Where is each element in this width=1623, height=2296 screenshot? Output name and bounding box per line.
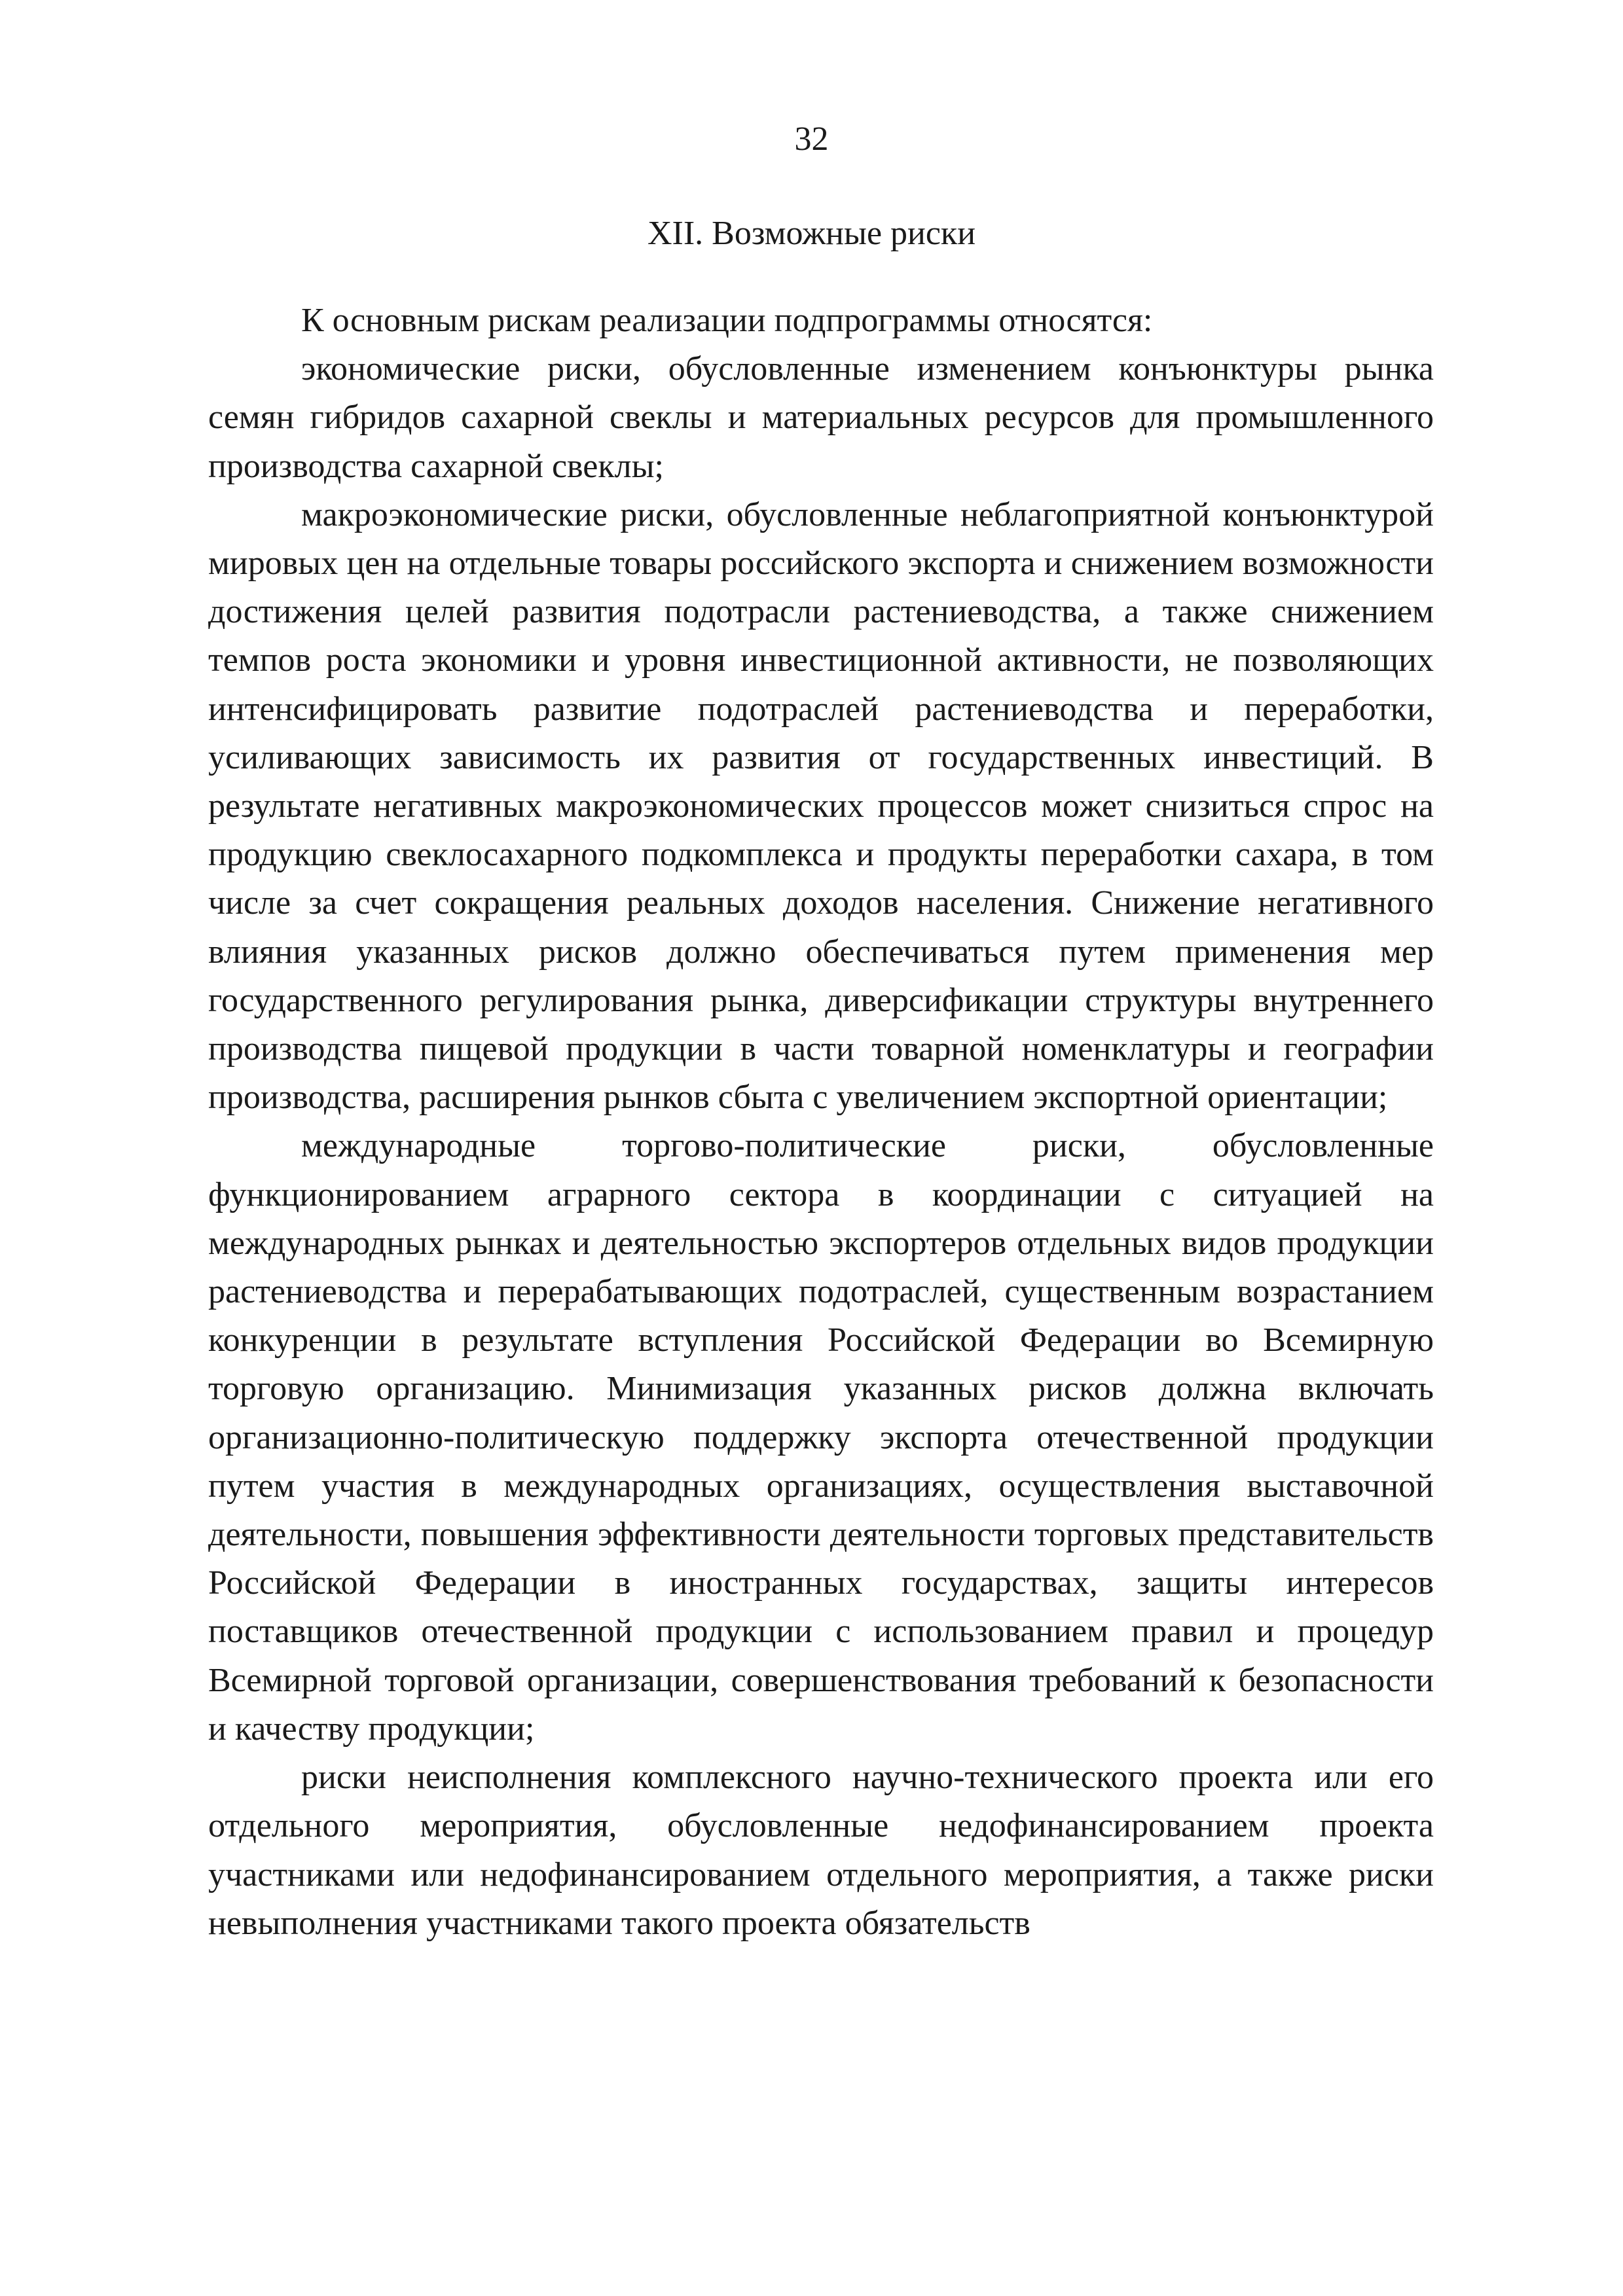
paragraph-intro: К основным рискам реализации подпрограммы относятся: — [301, 302, 1153, 339]
paragraph-project-risks: риски неисполнения комплексного научно-технического проекта или его отдельного мероприятия, обусловленные недофинансированием проекта участниками или недофинансированием отдельного мероприятия, а также риски невыполнения участниками такого проекта обязательств — [208, 1759, 1434, 1942]
paragraph-macroeconomic-risks: макроэкономические риски, обусловленные неблагоприятной конъюнктурой мировых цен на отдельные товары российского экспорта и снижением возможности достижения целей развития подотрасли растениеводства, а также снижением темпов роста экономики и уровня инвестиционной активности, не позволяющих интенсифицировать развитие подотраслей растениеводства и переработки, усиливающих зависимость их развития от государственных инвестиций. В результате негативных макроэкономических процессов может снизиться спрос на продукцию свеклосахарного подкомплекса и продукты переработки сахара, в том числе за счет сокращения реальных доходов населения. Снижение негативного влияния указанных рисков должно обеспечиваться путем применения мер государственного регулирования рынка, диверсификации структуры внутреннего производства пищевой продукции в части товарной номенклатуры и географии производства, расширения рынков сбыта с увеличением экспортной ориентации; — [208, 495, 1434, 1117]
section-title: XII. Возможные риски — [647, 215, 976, 252]
page-number: 32 — [794, 120, 829, 158]
paragraph-trade-political-risks: международные торгово-политические риски, обусловленные функционированием аграрного сектора в координации с ситуацией на международных рынках и деятельностью экспортеров отдельных видов продукции растениеводства и перерабатывающих подотраслей, существенным возрастанием конкуренции в результате вступления Российской Федерации во Всемирную торговую организацию. Минимизация указанных рисков должна включать организационно-политическую поддержку экспорта отечественной продукции путем участия в международных организациях, осуществления выставочной деятельности, повышения эффективности деятельности торговых представительств Российской Федерации в иностранных государствах, защиты интересов поставщиков отечественной продукции с использованием правил и процедур Всемирной торговой организации, совершенствования требований к безопасности и качеству продукции; — [208, 1127, 1434, 1748]
body-text — [208, 296, 1434, 1948]
paragraph-economic-risks: экономические риски, обусловленные изменением конъюнктуры рынка семян гибридов сахарной свеклы и материальных ресурсов для промышленного производства сахарной свеклы; — [208, 350, 1434, 485]
